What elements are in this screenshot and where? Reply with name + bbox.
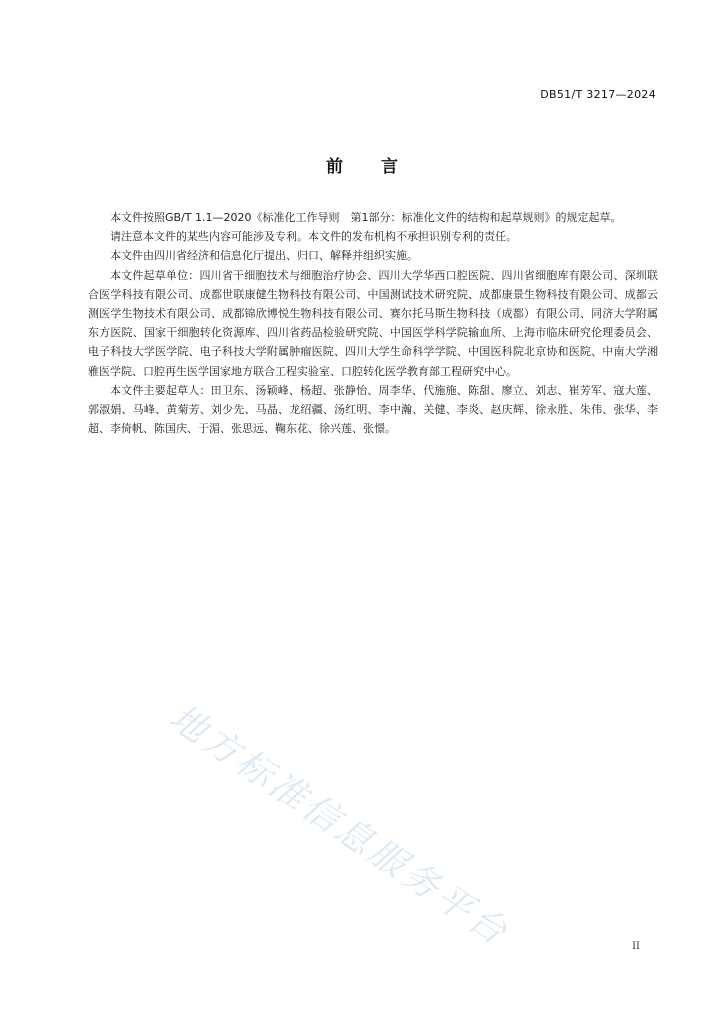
page-title: 前言 — [326, 157, 436, 177]
paragraph-proposer: 本文件由四川省经济和信息化厅提出、归口、解释并组织实施。 — [110, 249, 418, 263]
standard-code: DB51/T 3217—2024 — [540, 88, 656, 101]
paragraph-patent-notice: 请注意本文件的某些内容可能涉及专利。本文件的发布机构不承担识别专利的责任。 — [110, 230, 517, 244]
document-body — [88, 208, 658, 438]
watermark-text: 地方标准信息服务平台 — [161, 696, 517, 955]
paragraph-drafters: 本文件主要起草人：田卫东、汤颖峰、杨超、张静怡、周李华、代施施、陈甜、廖立、刘志、崔芳军、寇大莲、郭淑娟、马峰、黄菊芳、刘少先、马晶、龙绍疆、汤红明、李中瀚、关健、李炎、赵庆辉、徐永胜、朱伟、张华、李超、李倚帆、陈国庆、于湄、张思远、鞠东花、徐兴莲、张憬。 — [88, 383, 658, 436]
page-number: II — [632, 941, 640, 952]
paragraph-drafting-rules: 本文件按照GB/T 1.1—2020《标准化工作导则 第1部分：标准化文件的结构和起草规则》的规定起草。 — [110, 211, 622, 224]
paragraph-drafting-units: 本文件起草单位：四川省干细胞技术与细胞治疗协会、四川大学华西口腔医院、四川省细胞库有限公司、深圳联合医学科技有限公司、成都世联康健生物科技有限公司、中国测试技术研究院、成都康景生物科技有限公司、成都云测医学生物技术有限公司、成都锦欣博悦生物科技有限公司、赛尔托马斯生物科技（成都）有限公司、同济大学附属东方医院、国家干细胞转化资源库、四川省药品检验研究院、中国医学科学院输血所、上海市临床研究伦理委员会、电子科技大学医学院、电子科技大学附属肿瘤医院、四川大学生命科学学院、中国医科院北京协和医院、中南大学湘雅医学院、口腔再生医学国家地方联合工程实验室、口腔转化医学教育部工程研究中心。 — [88, 268, 658, 378]
